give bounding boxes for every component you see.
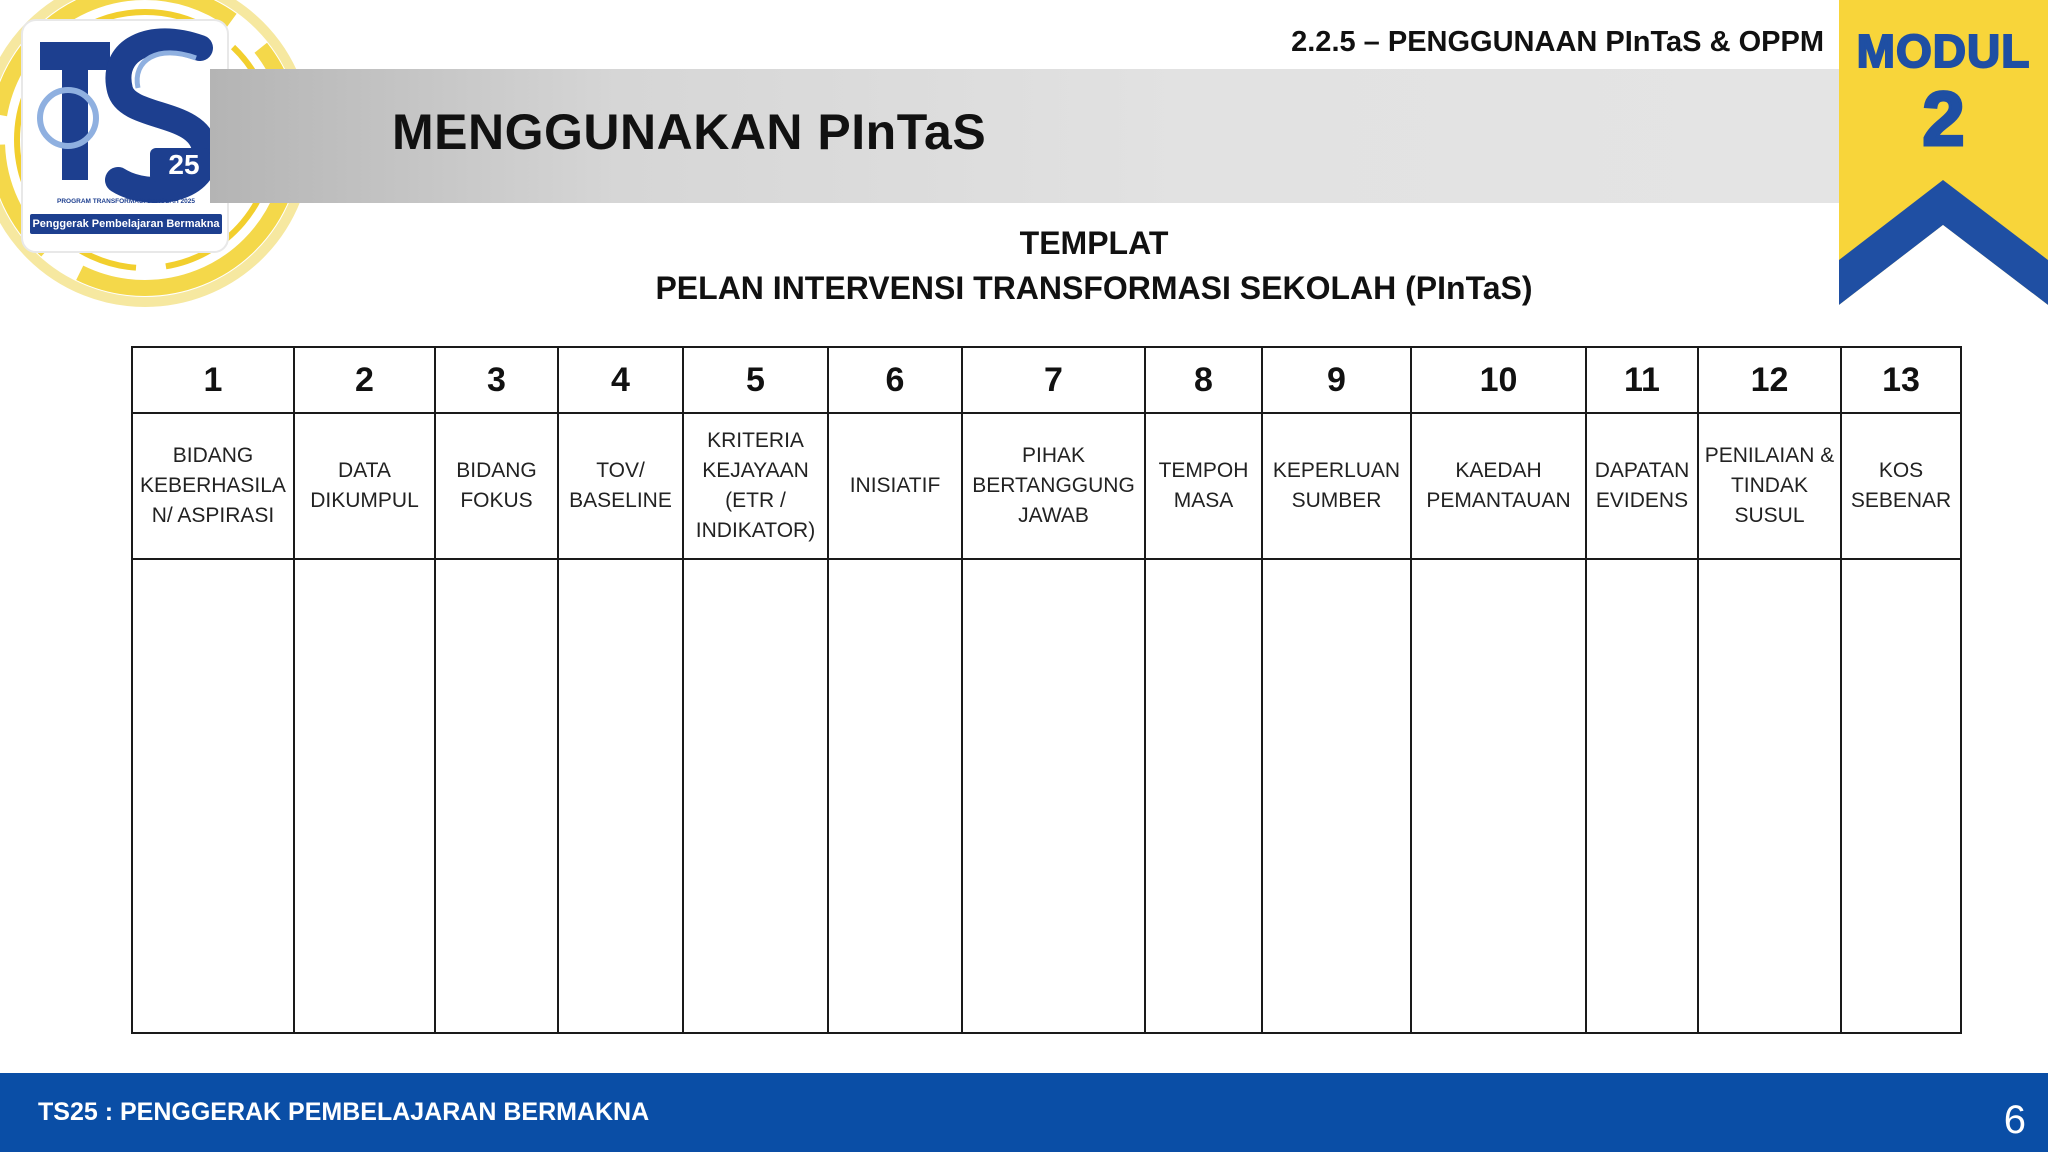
page-title: MENGGUNAKAN PInTaS	[392, 104, 987, 160]
column-number: 9	[1262, 347, 1411, 413]
column-header: DAPATAN EVIDENS	[1586, 413, 1698, 559]
column-number: 4	[558, 347, 683, 413]
logo-tagline: Penggerak Pembelajaran Bermakna	[30, 214, 222, 234]
empty-cell	[828, 559, 962, 1033]
empty-cell	[132, 559, 294, 1033]
empty-cell	[294, 559, 435, 1033]
column-number: 1	[132, 347, 294, 413]
column-header-row	[132, 413, 1961, 559]
pintas-template-table	[131, 346, 1962, 1034]
column-number: 3	[435, 347, 558, 413]
logo-program-text: PROGRAM TRANSFORMASI SEKOLAH 2025	[57, 198, 195, 205]
page-number: 6	[2003, 1098, 2026, 1142]
template-title: PELAN INTERVENSI TRANSFORMASI SEKOLAH (PInTaS)	[655, 270, 1533, 306]
column-header: BIDANG KEBERHASILAN/ ASPIRASI	[132, 413, 294, 559]
column-number: 6	[828, 347, 962, 413]
column-header: KAEDAH PEMANTAUAN	[1411, 413, 1586, 559]
empty-cell	[1586, 559, 1698, 1033]
column-number: 13	[1841, 347, 1961, 413]
empty-cell	[1411, 559, 1586, 1033]
column-number: 12	[1698, 347, 1841, 413]
column-number: 10	[1411, 347, 1586, 413]
column-number: 11	[1586, 347, 1698, 413]
empty-cell	[1145, 559, 1262, 1033]
column-header: KOS SEBENAR	[1841, 413, 1961, 559]
template-subtitle: TEMPLAT	[1019, 225, 1169, 261]
empty-cell	[435, 559, 558, 1033]
column-number-row	[132, 347, 1961, 413]
column-header: KEPERLUAN SUMBER	[1262, 413, 1411, 559]
empty-cell	[1841, 559, 1961, 1033]
empty-cell	[558, 559, 683, 1033]
column-header: KRITERIA KEJAYAAN (ETR / INDIKATOR)	[683, 413, 828, 559]
column-header: TOV/ BASELINE	[558, 413, 683, 559]
empty-entry-row	[132, 559, 1961, 1033]
column-header: DATA DIKUMPUL	[294, 413, 435, 559]
empty-cell	[962, 559, 1145, 1033]
modul-number: 2	[1922, 77, 1965, 162]
column-number: 8	[1145, 347, 1262, 413]
modul-label: MODUL	[1856, 25, 2031, 77]
section-code: 2.2.5 – PENGGUNAAN PInTaS & OPPM	[1291, 26, 1824, 58]
column-number: 2	[294, 347, 435, 413]
logo-mark-number: 25	[168, 149, 200, 180]
column-number: 7	[962, 347, 1145, 413]
footer-text: TS25 : PENGGERAK PEMBELAJARAN BERMAKNA	[38, 1098, 650, 1126]
empty-cell	[1698, 559, 1841, 1033]
column-header: PENILAIAN & TINDAK SUSUL	[1698, 413, 1841, 559]
column-header: BIDANG FOKUS	[435, 413, 558, 559]
empty-cell	[1262, 559, 1411, 1033]
column-number: 5	[683, 347, 828, 413]
column-header: TEMPOH MASA	[1145, 413, 1262, 559]
empty-cell	[683, 559, 828, 1033]
column-header: INISIATIF	[828, 413, 962, 559]
column-header: PIHAK BERTANGGUNG JAWAB	[962, 413, 1145, 559]
